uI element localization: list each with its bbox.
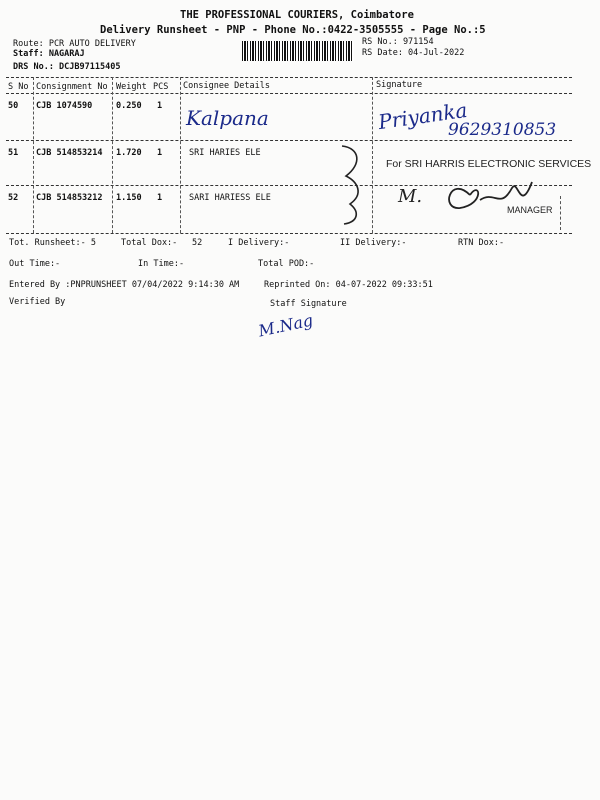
stamp-manager-text: MANAGER bbox=[507, 205, 553, 215]
column-header-sno: S No bbox=[8, 82, 29, 92]
column-header-pcs: PCS bbox=[153, 82, 169, 92]
company-title: THE PROFESSIONAL COURIERS, Coimbatore bbox=[180, 9, 414, 21]
row-divider bbox=[6, 140, 572, 141]
ii-delivery-label: II Delivery:- bbox=[340, 238, 407, 248]
row-weight: 1.720 bbox=[116, 148, 142, 158]
col-divider bbox=[112, 77, 113, 233]
company-stamp-text: For SRI HARRIS ELECTRONIC SERVICES bbox=[386, 158, 592, 170]
row-weight: 0.250 bbox=[116, 101, 142, 111]
table-header-rule bbox=[6, 93, 572, 94]
total-dox-label: Total Dox:- bbox=[121, 238, 178, 248]
in-time-label: In Time:- bbox=[138, 259, 185, 269]
rtn-dox-label: RTN Dox:- bbox=[458, 238, 505, 248]
reprinted-on: Reprinted On: 04-07-2022 09:33:51 bbox=[264, 280, 433, 290]
row-consignment: CJB 1074590 bbox=[36, 101, 93, 111]
column-header-weight: Weight bbox=[116, 82, 147, 92]
rs-number: RS No.: 971154 bbox=[362, 37, 434, 47]
signature-column-edge bbox=[560, 196, 561, 230]
handwritten-priyanka-signature: Priyanka bbox=[376, 97, 469, 135]
staff-handwritten-signature: M.Nag bbox=[256, 310, 315, 341]
row-sno: 50 bbox=[8, 101, 19, 111]
entered-by: Entered By :PNPRUNSHEET 07/04/2022 9:14:30 AM bbox=[9, 280, 240, 290]
row-sno: 51 bbox=[8, 148, 19, 158]
out-time-label: Out Time:- bbox=[9, 259, 61, 269]
col-divider bbox=[372, 77, 373, 233]
row-consignment: CJB 514853212 bbox=[36, 193, 103, 203]
row-consignee: SRI HARIES ELE bbox=[189, 148, 261, 158]
col-divider bbox=[33, 77, 34, 233]
barcode-image bbox=[242, 41, 354, 61]
row-sno: 52 bbox=[8, 193, 19, 203]
route-text: Route: PCR AUTO DELIVERY bbox=[13, 39, 136, 49]
row-consignment: CJB 514853214 bbox=[36, 148, 103, 158]
column-header-consignment: Consignment No bbox=[36, 82, 108, 92]
handwritten-phone: 9629310853 bbox=[448, 120, 557, 140]
row-weight: 1.150 bbox=[116, 193, 142, 203]
handwritten-kalpana: Kalpana bbox=[186, 106, 269, 130]
total-pod-label: Total POD:- bbox=[258, 259, 315, 269]
row-pcs: 1 bbox=[157, 148, 163, 158]
row-pcs: 1 bbox=[157, 101, 163, 111]
handwritten-initials: M. bbox=[398, 186, 423, 207]
drs-number: DRS No.: DCJB97115405 bbox=[13, 62, 121, 72]
col-divider bbox=[180, 77, 181, 233]
verified-by-label: Verified By bbox=[9, 297, 66, 307]
column-header-consignee: Consignee Details bbox=[183, 81, 270, 91]
column-header-signature: Signature bbox=[376, 80, 423, 90]
row-pcs: 1 bbox=[157, 193, 163, 203]
total-dox-value: 52 bbox=[192, 238, 203, 248]
signature-scribble-icon bbox=[440, 170, 550, 220]
i-delivery-label: I Delivery:- bbox=[228, 238, 290, 248]
rs-date: RS Date: 04-Jul-2022 bbox=[362, 48, 465, 58]
table-bottom-rule bbox=[6, 233, 572, 234]
staff-signature-label: Staff Signature bbox=[270, 299, 347, 309]
table-top-rule bbox=[6, 77, 572, 78]
brace-mark-icon bbox=[330, 142, 370, 228]
row-consignee: SARI HARIESS ELE bbox=[189, 193, 271, 203]
staff-text: Staff: NAGARAJ bbox=[13, 49, 85, 59]
runsheet-title: Delivery Runsheet - PNP - Phone No.:0422-3505555 - Page No.:5 bbox=[100, 24, 486, 36]
tot-runsheet: Tot. Runsheet:- 5 bbox=[9, 238, 96, 248]
